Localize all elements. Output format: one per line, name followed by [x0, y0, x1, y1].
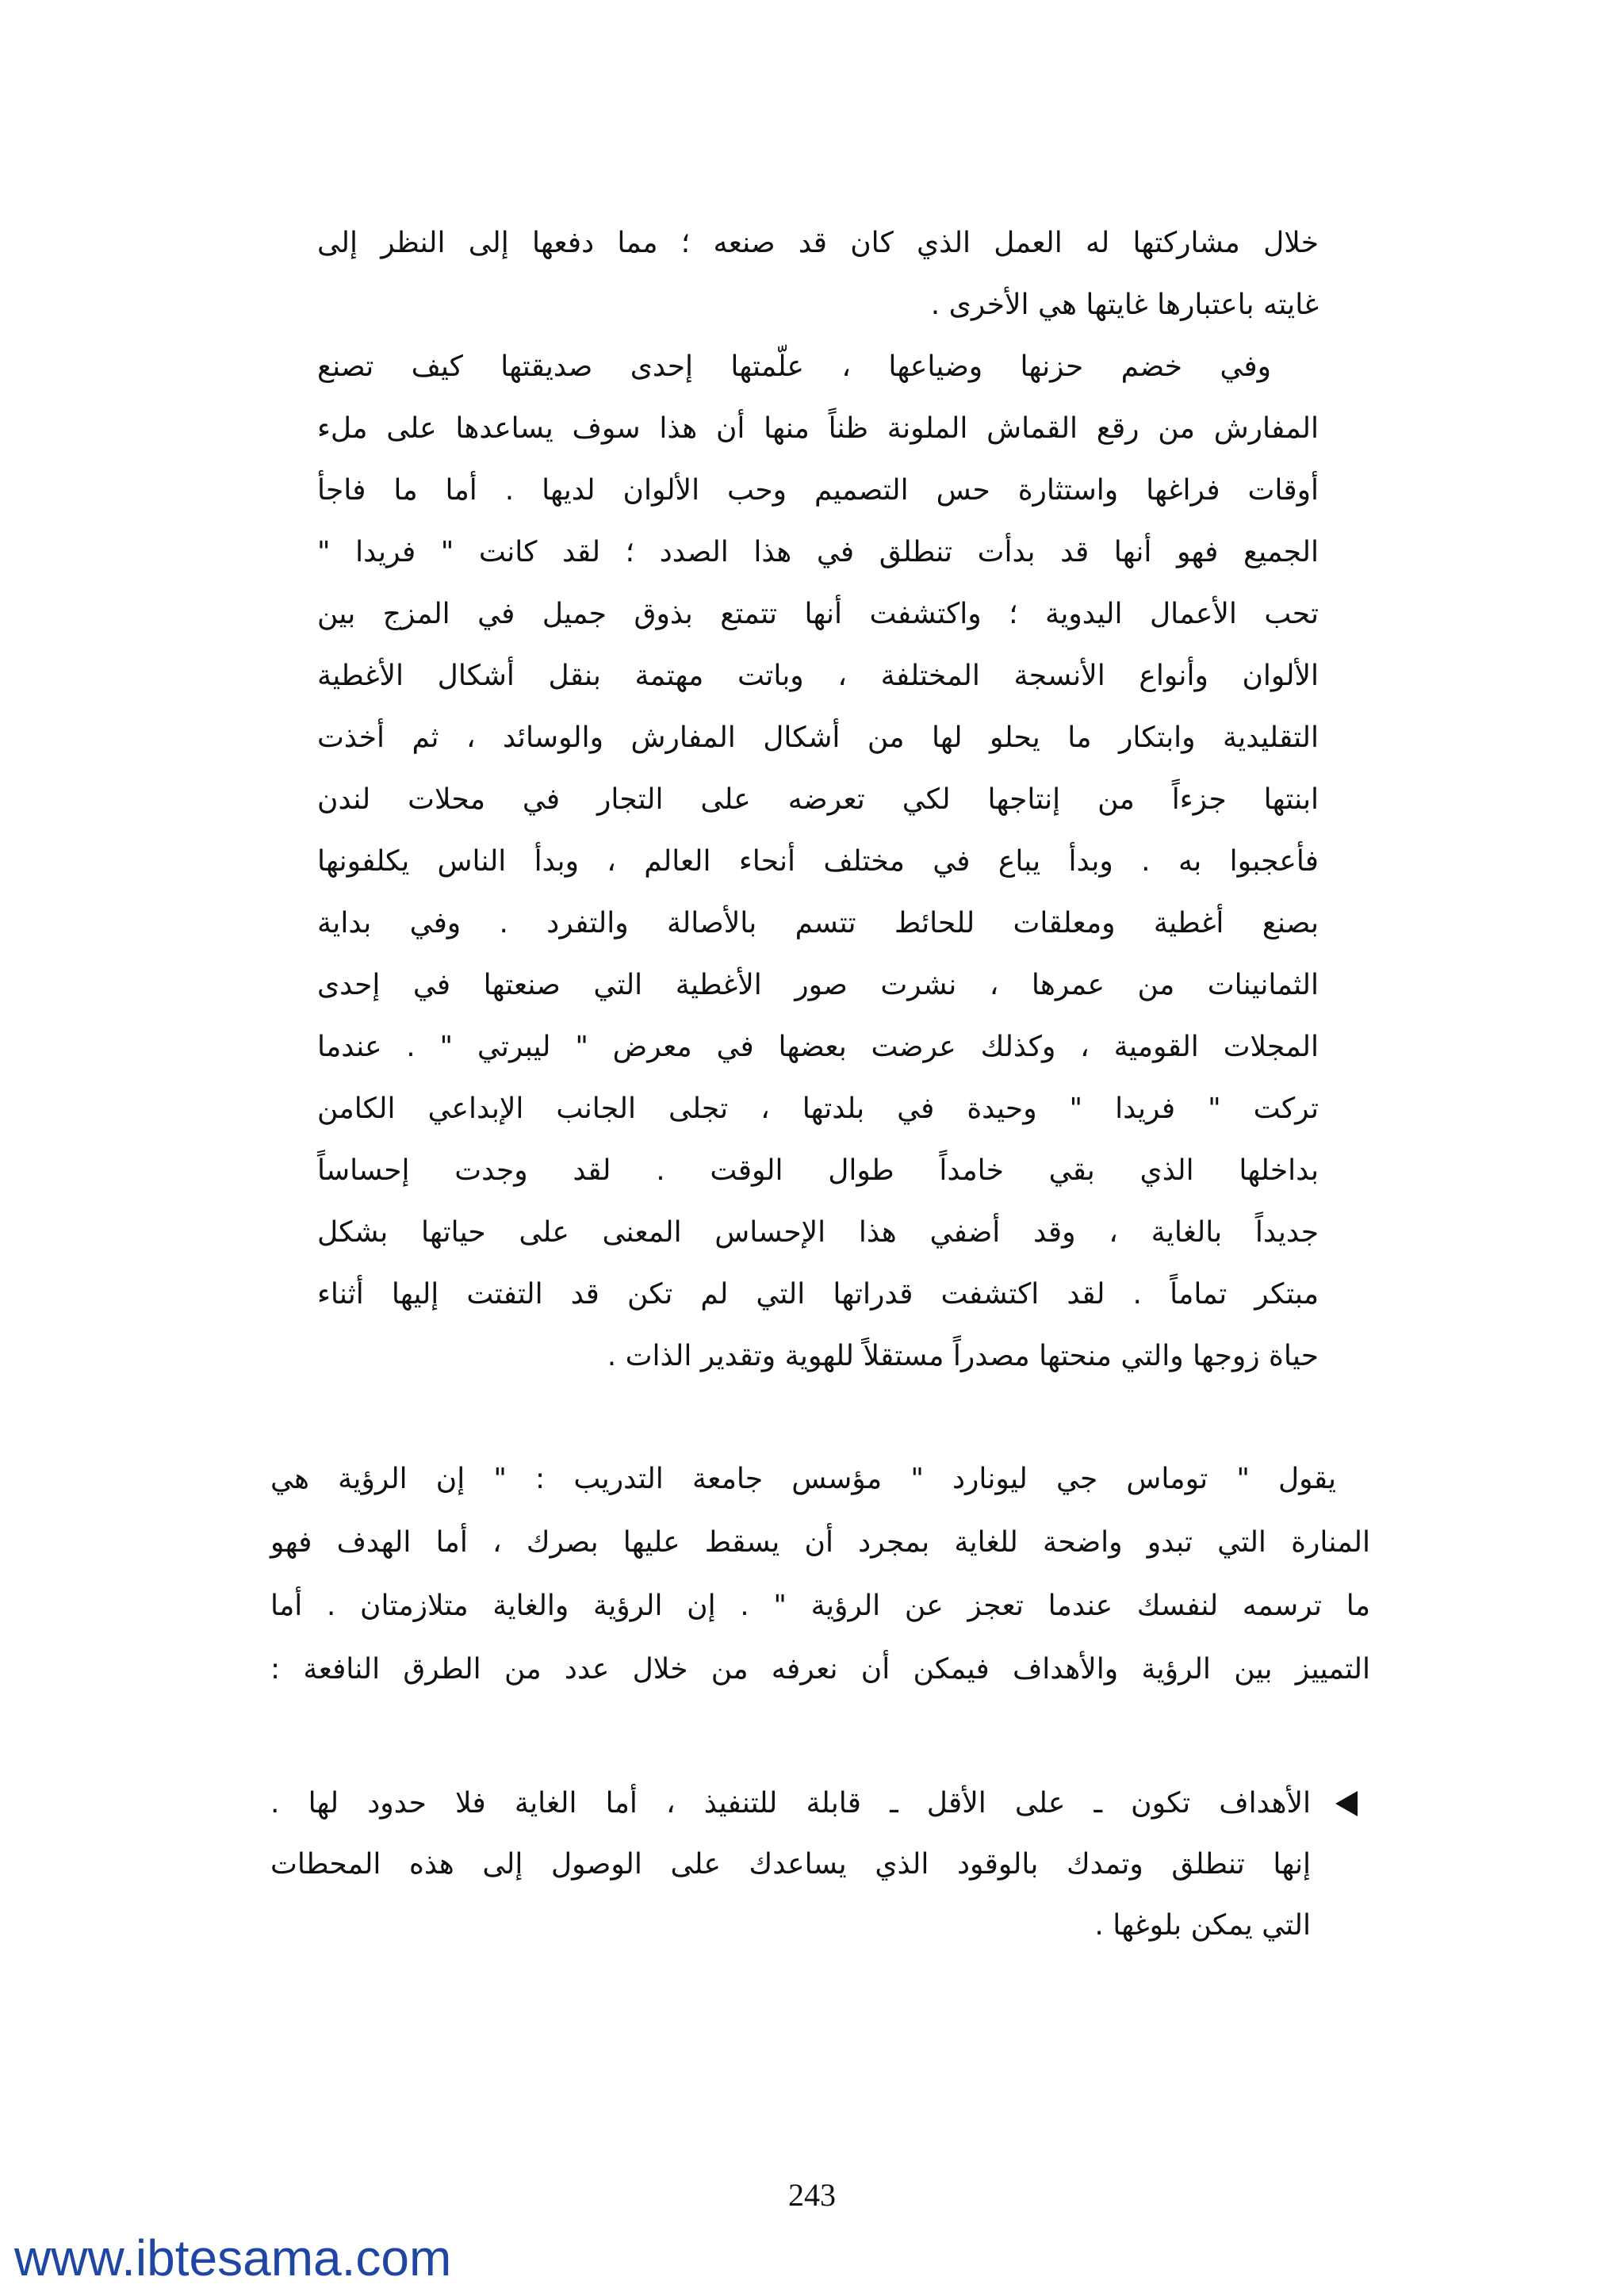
quote-line: ابنتها جزءاً من إنتاجها لكي تعرضه على التجار في محلات لندن — [317, 783, 1319, 816]
quote-line: مبتكر تماماً . لقد اكتشفت قدراتها التي لم تكن قد التفتت إليها أثناء — [317, 1278, 1319, 1311]
quote-line: وفي خضم حزنها وضياعها ، علّمتها إحدى صديقتها كيف تصنع — [317, 350, 1271, 383]
bullet-line: التي يمكن بلوغها . — [1094, 1909, 1311, 1942]
quote-line: الجميع فهو أنها قد بدأت تنطلق في هذا الصدد ؛ لقد كانت " فريدا " — [317, 536, 1319, 568]
quote-line: الألوان وأنواع الأنسجة المختلفة ، وباتت مهتمة بنقل أشكال الأغطية — [317, 660, 1319, 692]
watermark-url: www.ibtesama.com — [14, 2229, 452, 2286]
quote-line: الثمانينات من عمرها ، نشرت صور الأغطية التي صنعتها في إحدى — [317, 969, 1319, 1001]
quote-line: أوقات فراغها واستثارة حس التصميم وحب الألوان لديها . أما ما فاجأ — [317, 474, 1319, 507]
quote-line: حياة زوجها والتي منحتها مصدراً مستقلاً للهوية وتقدير الذات . — [607, 1340, 1319, 1372]
quote-line: غايته باعتبارها غايتها هي الأخرى . — [930, 289, 1319, 321]
paragraph-line: المنارة التي تبدو واضحة للغاية بمجرد أن يسقط عليها بصرك ، أما الهدف فهو — [270, 1526, 1370, 1559]
quote-line: بداخلها الذي بقي خامداً طوال الوقت . لقد وجدت إحساساً — [317, 1154, 1319, 1187]
quote-line: تركت " فريدا " وحيدة في بلدتها ، تجلى الجانب الإبداعي الكامن — [317, 1093, 1319, 1125]
quote-line: بصنع أغطية ومعلقات للحائط تتسم بالأصالة والتفرد . وفي بداية — [317, 907, 1319, 939]
quote-line: فأعجبوا به . وبدأ يباع في مختلف أنحاء العالم ، وبدأ الناس يكلفونها — [317, 845, 1319, 878]
quote-line: المفارش من رقع القماش الملونة ظناً منها أن هذا سوف يساعدها على ملء — [317, 412, 1319, 445]
quote-paragraph — [317, 336, 1319, 1387]
quote-line: التقليدية وابتكار ما يحلو لها من أشكال المفارش والوسائد ، ثم أخذت — [317, 721, 1319, 754]
quote-block — [317, 212, 1319, 1387]
body-paragraph — [270, 1448, 1370, 1701]
page-number: 243 — [788, 2177, 836, 2213]
quote-line: خلال مشاركتها له العمل الذي كان قد صنعه ؛ مما دفعها إلى النظر إلى — [317, 227, 1319, 259]
quote-line: المجلات القومية ، وكذلك عرضت بعضها في معرض " ليبرتي " . عندما — [317, 1031, 1319, 1063]
triangle-left-icon — [1335, 1791, 1358, 1816]
quote-line: جديداً بالغاية ، وقد أضفي هذا الإحساس المعنى على حياتها بشكل — [317, 1216, 1319, 1249]
quote-paragraph — [317, 212, 1319, 336]
paragraph-line: التمييز بين الرؤية والأهداف فيمكن أن نعرفه من خلال عدد من الطرق النافعة : — [270, 1653, 1370, 1686]
quote-line: تحب الأعمال اليدوية ؛ واكتشفت أنها تتمتع بذوق جميل في المزج بين — [317, 598, 1319, 630]
paragraph-line: ما ترسمه لنفسك عندما تعجز عن الرؤية " . إن الرؤية والغاية متلازمتان . أما — [270, 1590, 1370, 1622]
paragraph-line: يقول " توماس جي ليونارد " مؤسس جامعة التدريب : " إن الرؤية هي — [270, 1463, 1336, 1495]
bullet-line: إنها تنطلق وتمدك بالوقود الذي يساعدك على الوصول إلى هذه المحطات — [270, 1848, 1311, 1881]
bullet-line: الأهداف تكون ـ على الأقل ـ قابلة للتنفيذ ، أما الغاية فلا حدود لها . — [270, 1787, 1311, 1820]
bullet-item — [270, 1773, 1311, 1956]
